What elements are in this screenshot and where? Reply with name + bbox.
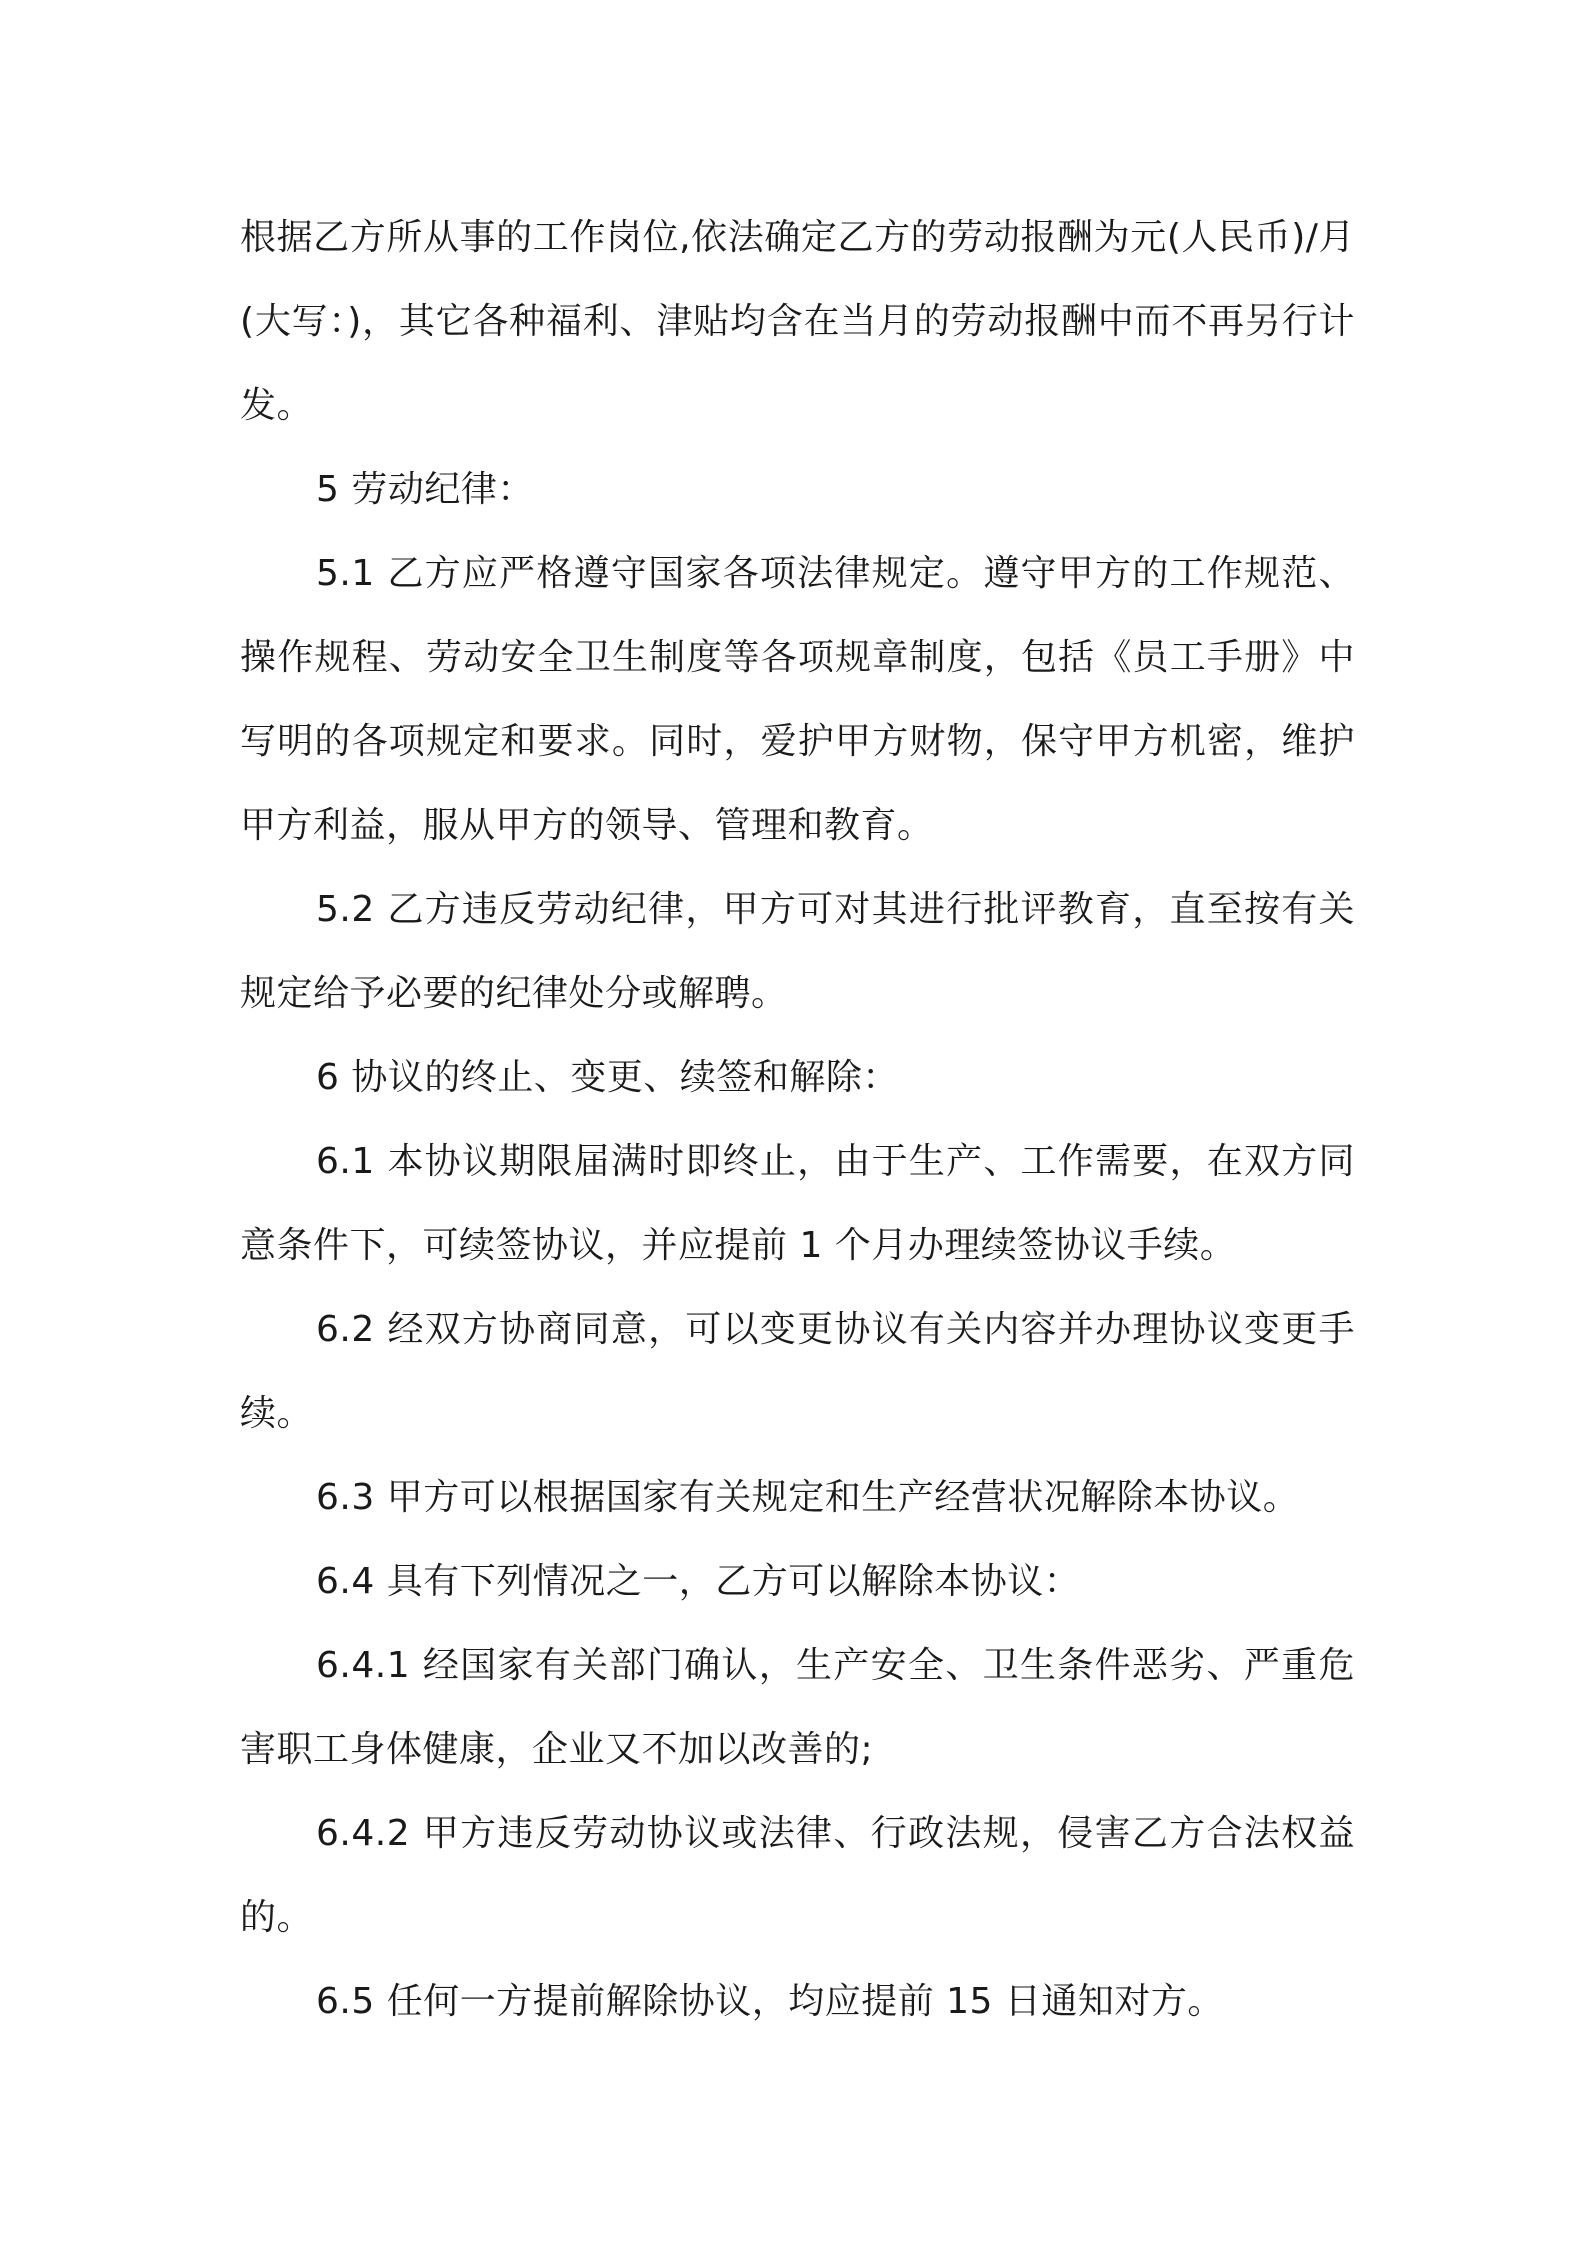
clause-6-4-2: 6.4.2 甲方违反劳动协议或法律、行政法规，侵害乙方合法权益的。 — [240, 1813, 1355, 1938]
paragraph-salary: 根据乙方所从事的工作岗位,依法确定乙方的劳动报酬为元(人民币)/月(大写：)，其它各种福利、津贴均含在当月的劳动报酬中而不再另行计发。 — [240, 217, 1355, 426]
heading-termination: 6 协议的终止、变更、续签和解除： — [316, 1057, 899, 1098]
clause-6-5: 6.5 任何一方提前解除协议，均应提前 15 日通知对方。 — [316, 1981, 1224, 2022]
clause-6-1: 6.1 本协议期限届满时即终止，由于生产、工作需要，在双方同意条件下，可续签协议，并应提前 1 个月办理续签协议手续。 — [240, 1141, 1355, 1266]
clause-6-4-1: 6.4.1 经国家有关部门确认，生产安全、卫生条件恶劣、严重危害职工身体健康，企业又不加以改善的; — [240, 1645, 1355, 1770]
clause-5-2: 5.2 乙方违反劳动纪律，甲方可对其进行批评教育，直至按有关规定给予必要的纪律处分或解聘。 — [240, 889, 1355, 1014]
document-body — [240, 196, 1355, 2044]
clause-6-3: 6.3 甲方可以根据国家有关规定和生产经营状况解除本协议。 — [316, 1477, 1300, 1518]
clause-5-1: 5.1 乙方应严格遵守国家各项法律规定。遵守甲方的工作规范、操作规程、劳动安全卫生制度等各项规章制度，包括《员工手册》中写明的各项规定和要求。同时，爱护甲方财物，保守甲方机密，维护甲方利益，服从甲方的领导、管理和教育。 — [240, 553, 1355, 846]
clause-6-2: 6.2 经双方协商同意，可以变更协议有关内容并办理协议变更手续。 — [240, 1309, 1355, 1434]
clause-6-4: 6.4 具有下列情况之一，乙方可以解除本协议： — [316, 1561, 1081, 1602]
heading-labor-discipline: 5 劳动纪律： — [316, 469, 534, 510]
